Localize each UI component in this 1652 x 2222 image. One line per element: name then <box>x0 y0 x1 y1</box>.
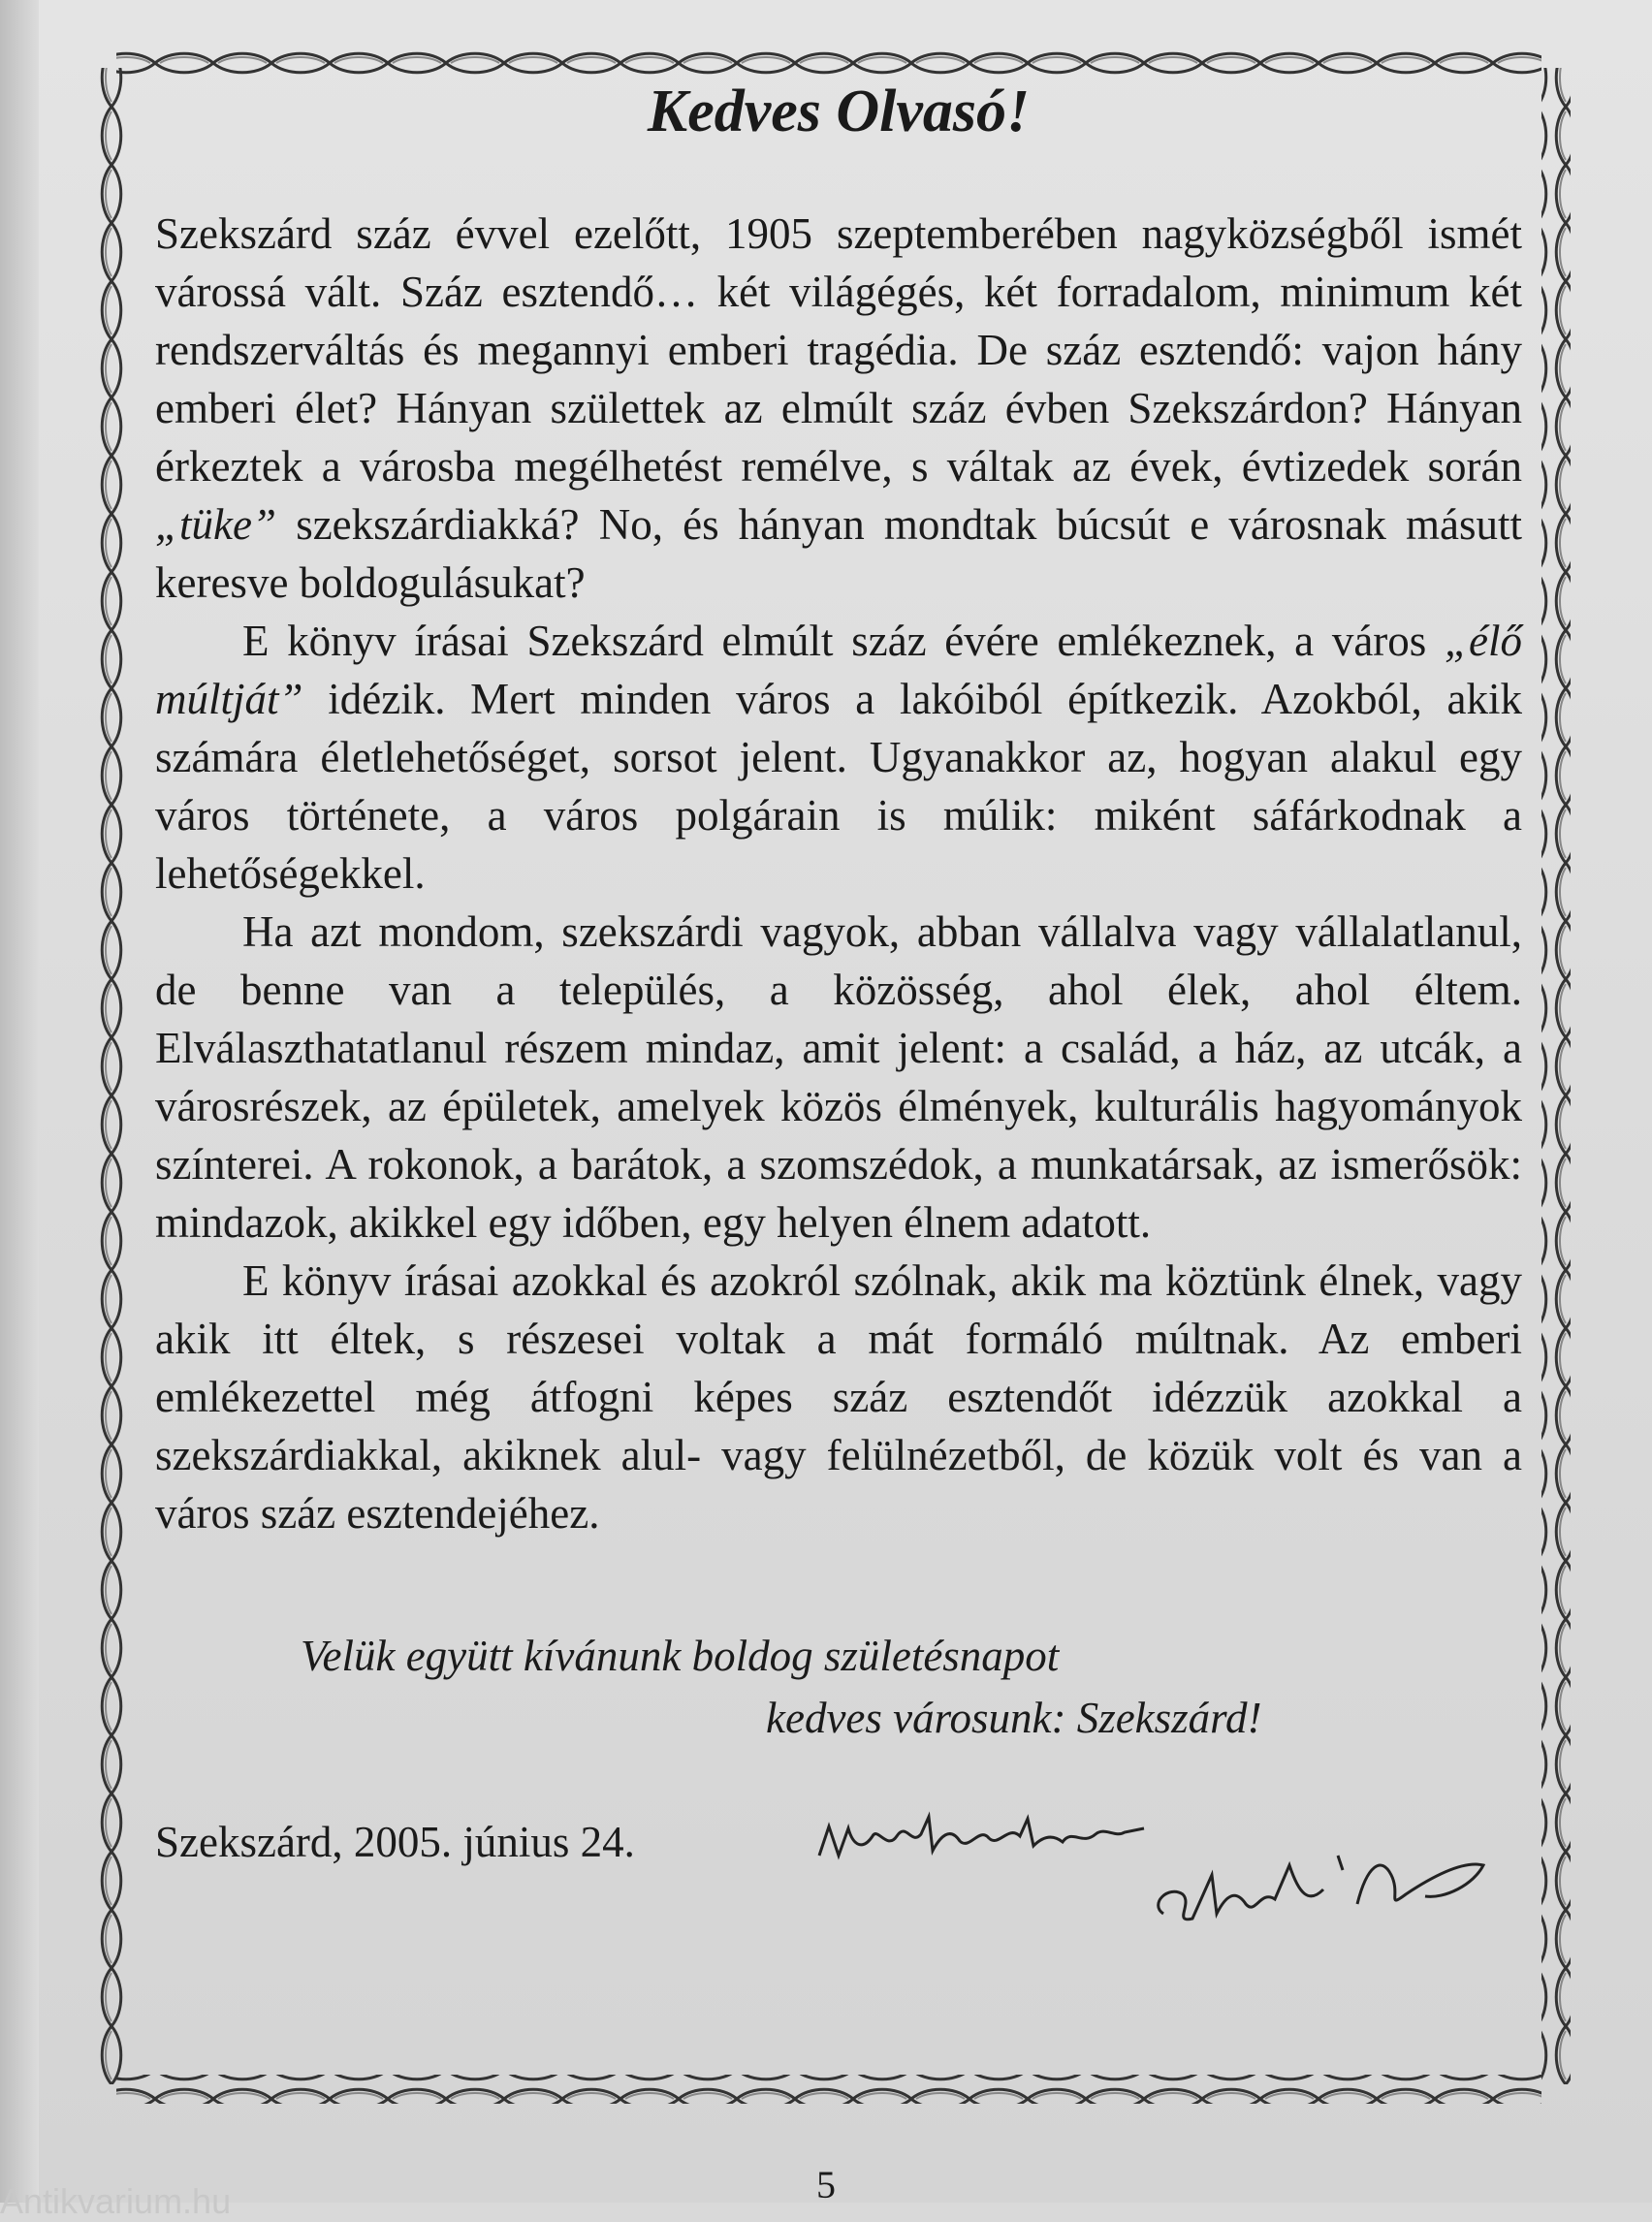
book-spine <box>0 0 39 2203</box>
paragraph-1-text: Szekszárd száz évvel ezelőtt, 1905 szeptemberében nagyközségből ismét várossá vált. Száz esztendő… két világégés, két forradalom, minimum két rendszerváltás és megannyi emberi tragédia. De száz esztendő: vajon hány emberi élet? Hányan születtek az elmúlt száz évben Szekszárdon? Hányan érkeztek a városba megélhetést remélve, s váltak az évek, évtizedek során <box>155 209 1522 491</box>
paragraph-2-end: idézik. Mert minden város a lakóiból építkezik. Azokból, akik számára életlehetőséget, sorsot jelent. Ugyanakkor az, hogyan alakul egy város története, a város polgárain is múlik: miként sáfárkodnak a lehetőségekkel. <box>155 675 1522 898</box>
signature-1-icon <box>814 1807 1163 1875</box>
closing-line-2: kedves városunk: Szekszárd! <box>766 1694 1262 1742</box>
closing-wish <box>155 1625 1522 1749</box>
paragraph-4: E könyv írásai azokkal és azokról szólnak, akik ma köztünk élnek, vagy akik itt éltek, s részesei voltak a mát formáló múltnak. Az emberi emlékezettel még átfogni képes száz esztendőt idézzük azokkal a szekszárdiakkal, akiknek alul- vagy felülnézetből, de közük volt és van a város száz esztendejéhez. <box>155 1256 1522 1538</box>
watermark: Antikvarium.hu <box>0 2181 232 2221</box>
paragraph-2-start: E könyv írásai Szekszárd elmúlt száz évére emlékeznek, a város <box>242 617 1445 665</box>
paragraph-1-end: szekszárdiakká? No, és hányan mondtak búcsút e városnak másutt keresve boldogulásukat? <box>155 500 1522 607</box>
paragraph-1-italic: „tüke” <box>155 500 277 549</box>
letter-content <box>155 68 1522 1943</box>
page-title: Kedves Olvasó! <box>647 79 1031 144</box>
paragraph-2-italic: „élő múltját” <box>155 617 1522 723</box>
signature-row <box>155 1807 1522 1943</box>
paragraph-1 <box>155 205 1522 612</box>
signature-2-icon <box>1144 1836 1493 1933</box>
paragraph-2 <box>155 612 1522 903</box>
place-date: Szekszárd, 2005. június 24. <box>155 1818 635 1866</box>
paragraph-3: Ha azt mondom, szekszárdi vagyok, abban vállalva vagy vállalatlanul, de benne van a település, a közösség, ahol élek, ahol éltem. Elválaszthatatlanul részem mindaz, amit jelent: a család, a ház, az utcák, a városrészek, az épületek, amelyek közös élmények, kulturális hagyományok színterei. A rokonok, a barátok, a szomszédok, a munkatársak, az ismerősök: mindazok, akikkel egy időben, egy helyen élnem adatott. <box>155 907 1522 1247</box>
closing-line-1: Velük együtt kívánunk boldog születésnapot <box>301 1632 1060 1680</box>
page-number: 5 <box>816 2163 836 2206</box>
